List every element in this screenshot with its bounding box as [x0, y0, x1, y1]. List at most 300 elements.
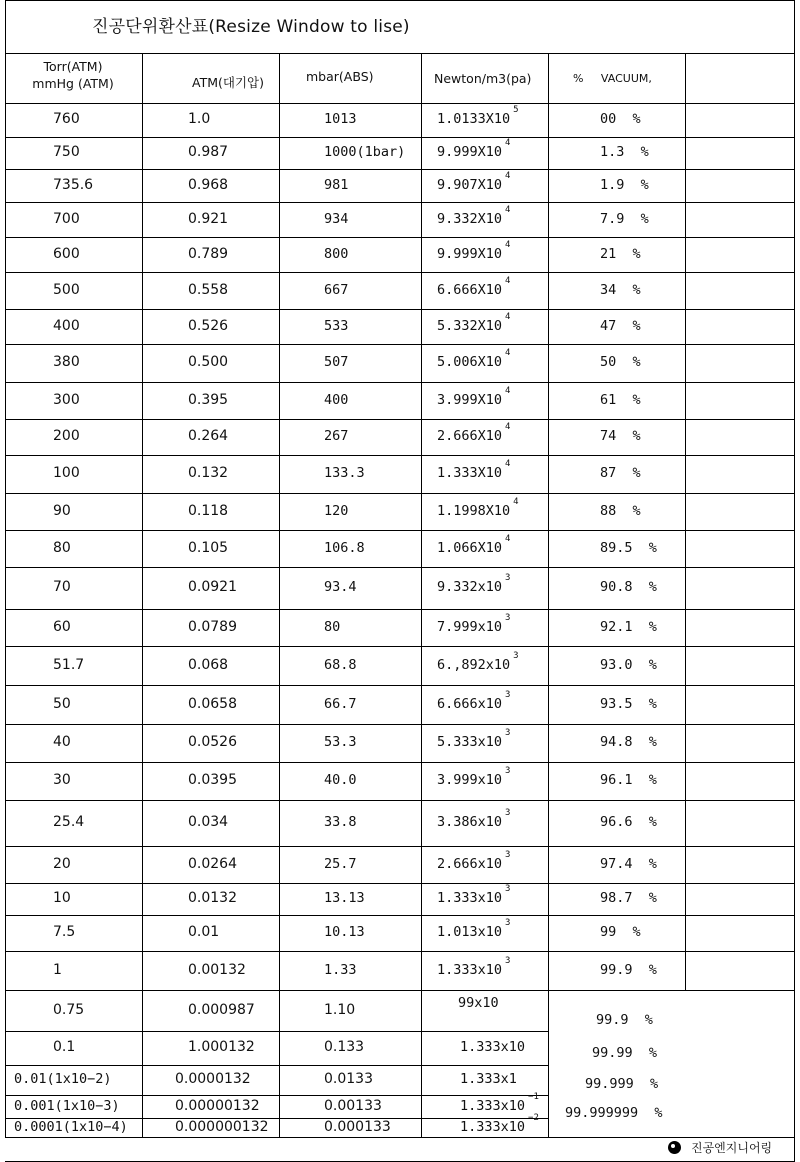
table-row-7-torr: [53, 354, 80, 370]
table-row-9-atm-text: 0.264: [188, 428, 229, 444]
col-line-0: [142, 53, 143, 1137]
table-row-21-vacuum: [600, 890, 657, 906]
table-row-19-newton: [437, 808, 511, 830]
row-line-19: [5, 800, 795, 801]
table-row-15-atm-text: 0.068: [188, 656, 229, 673]
table-row-23-newton: [437, 955, 511, 978]
table-row-17-mbar-text: 53.3: [324, 734, 357, 750]
table-row-20-mbar: [324, 856, 357, 872]
table-row-6-mbar-text: 533: [324, 317, 349, 334]
row-line-14: [5, 609, 795, 610]
table-row-10-vacuum-text: 87 %: [600, 465, 641, 481]
table-row-20-atm-text: 0.0264: [188, 855, 237, 872]
table-row-13-torr-text: 70: [53, 579, 71, 595]
table-row-13-atm-text: 0.0921: [188, 579, 237, 595]
table-row-4-mbar-text: 800: [324, 245, 349, 262]
table-row-22-newton-text: 1.013x10: [437, 924, 503, 940]
lower-row-1-atm-text: 1.000132: [188, 1039, 255, 1055]
table-row-0-torr-text: 760: [53, 111, 80, 127]
table-row-17-torr: [53, 734, 71, 750]
table-row-1-torr: [53, 144, 80, 160]
table-row-13-atm: [188, 579, 237, 595]
table-row-16-atm: [188, 696, 237, 712]
table-row-8-newton: [437, 385, 511, 408]
table-row-18-vacuum: [600, 772, 657, 788]
table-row-6-newton: [437, 311, 511, 334]
lower-row-0-mbar: [324, 1002, 355, 1018]
lower-row-1-newton: [460, 1039, 525, 1055]
table-row-19-mbar-text: 33.8: [324, 814, 357, 830]
table-row-14-atm: [188, 619, 237, 635]
lower-row-4-newton-exponent: −2: [528, 1112, 539, 1123]
frame-left: [5, 0, 6, 1138]
table-row-18-vacuum-text: 96.1 %: [600, 772, 657, 788]
lower-vacuum-2: [585, 1076, 658, 1092]
table-row-7-newton-exponent: 4: [505, 348, 511, 358]
lower-row-1-mbar-text: 0.133: [324, 1039, 365, 1055]
table-row-17-vacuum: [600, 734, 657, 750]
table-row-6-vacuum-text: 47 %: [600, 317, 641, 334]
table-row-21-atm: [188, 890, 237, 906]
col-line-1: [279, 53, 280, 1137]
table-row-12-mbar-text: 106.8: [324, 539, 365, 556]
table-row-7-newton-text: 5.006X10: [437, 354, 503, 370]
table-row-23-torr: [53, 962, 62, 978]
table-row-12-vacuum-text: 89.5 %: [600, 539, 657, 556]
table-row-22-mbar-text: 10.13: [324, 924, 365, 940]
table-row-12-atm-text: 0.105: [188, 539, 229, 556]
table-row-10-newton-text: 1.333X10: [437, 465, 503, 481]
table-row-9-newton-text: 2.666X10: [437, 428, 503, 444]
table-row-17-atm-text: 0.0526: [188, 734, 237, 750]
lower-row-1-torr: [53, 1039, 75, 1055]
table-row-15-newton: [437, 650, 519, 673]
table-row-3-newton-text: 9.332X10: [437, 210, 503, 227]
lower-row-2-newton: [460, 1071, 517, 1087]
row-line-7: [5, 344, 795, 345]
table-row-10-mbar: [324, 465, 365, 481]
lower-row-0-newton: [458, 995, 499, 1011]
table-row-15-vacuum-text: 93.0 %: [600, 656, 657, 673]
row-line-16: [5, 685, 795, 686]
table-row-0-newton-text: 1.0133X10: [437, 111, 511, 127]
header-vacuum: % VACUUM,: [573, 72, 652, 85]
table-row-16-mbar: [324, 696, 357, 712]
footer-brand: [668, 1139, 772, 1156]
table-row-21-vacuum-text: 98.7 %: [600, 890, 657, 906]
table-row-3-vacuum-text: 7.9 %: [600, 210, 649, 227]
lower-vacuum-3-text: 99.999999 %: [565, 1105, 663, 1121]
row-line-24: [5, 990, 795, 991]
table-row-18-torr: [53, 772, 71, 788]
table-row-10-newton-exponent: 4: [505, 459, 511, 469]
lower-vacuum-3: [565, 1105, 663, 1121]
table-row-17-atm: [188, 734, 237, 750]
table-row-11-mbar-text: 120: [324, 502, 349, 519]
table-row-2-newton-exponent: 4: [505, 170, 511, 181]
row-line-22: [5, 915, 795, 916]
table-row-10-atm: [188, 465, 228, 481]
table-row-5-newton: [437, 275, 511, 298]
table-row-0-newton: [437, 105, 519, 127]
lower-vacuum-1-text: 99.99 %: [592, 1045, 658, 1061]
table-row-19-vacuum-text: 96.6 %: [600, 814, 657, 830]
table-row-7-vacuum-text: 50 %: [600, 354, 641, 370]
lower-row-3-torr: [14, 1098, 120, 1114]
table-row-5-vacuum-text: 34 %: [600, 281, 641, 298]
table-row-3-newton-exponent: 4: [505, 204, 511, 215]
table-row-6-atm: [188, 318, 228, 334]
table-row-14-newton: [437, 612, 511, 635]
table-row-19-newton-text: 3.386x10: [437, 814, 503, 830]
table-row-22-atm: [188, 924, 219, 940]
table-row-5-atm-text: 0.558: [188, 281, 229, 298]
table-row-15-atm: [188, 657, 228, 673]
table-row-7-newton: [437, 348, 511, 370]
table-row-8-atm-text: 0.395: [188, 391, 229, 408]
table-row-4-newton-exponent: 4: [505, 239, 511, 250]
table-row-1-newton: [437, 138, 511, 160]
table-row-6-torr-text: 400: [53, 317, 80, 334]
frame-right: [794, 0, 795, 1162]
table-row-13-vacuum: [600, 579, 657, 595]
table-row-18-newton-exponent: 3: [505, 766, 511, 776]
table-row-10-newton: [437, 459, 511, 481]
table-row-13-newton-exponent: 3: [505, 573, 511, 583]
table-row-2-newton-text: 9.907X10: [437, 176, 503, 193]
table-row-1-newton-text: 9.999X10: [437, 144, 503, 160]
table-row-4-vacuum: [600, 246, 641, 262]
table-row-18-newton-text: 3.999x10: [437, 772, 503, 788]
table-row-12-mbar: [324, 540, 365, 556]
frame-top: [5, 0, 795, 1]
table-row-16-atm-text: 0.0658: [188, 695, 237, 712]
table-row-14-vacuum: [600, 619, 657, 635]
lower-row-2-mbar-text: 0.0133: [324, 1071, 373, 1087]
table-row-23-mbar: [324, 962, 357, 978]
table-row-8-mbar: [324, 392, 348, 408]
table-row-7-mbar-text: 507: [324, 354, 349, 370]
table-row-14-mbar: [324, 619, 340, 635]
table-row-5-torr: [53, 282, 80, 298]
table-row-17-newton-text: 5.333x10: [437, 734, 503, 750]
table-row-5-torr-text: 500: [53, 281, 80, 298]
table-row-2-mbar: [324, 177, 348, 193]
table-row-9-torr-text: 200: [53, 428, 80, 444]
table-row-4-newton: [437, 239, 511, 262]
row-line-18: [5, 762, 795, 763]
table-row-17-mbar: [324, 734, 357, 750]
table-row-11-atm: [188, 503, 228, 519]
table-row-13-newton-text: 9.332x10: [437, 579, 503, 595]
table-row-22-vacuum-text: 99 %: [600, 924, 641, 940]
table-row-21-newton-text: 1.333x10: [437, 890, 503, 906]
row-line-20: [5, 846, 795, 847]
table-row-8-newton-exponent: 4: [505, 385, 511, 396]
table-row-11-atm-text: 0.118: [188, 502, 229, 519]
table-row-7-atm: [188, 354, 228, 370]
table-row-9-vacuum-text: 74 %: [600, 428, 641, 444]
footer-brand-text: 진공엔지니어링: [691, 1141, 773, 1155]
header-atm: ATM(대기압): [192, 75, 264, 90]
row-line-0: [5, 103, 795, 104]
table-row-7-mbar: [324, 354, 348, 370]
table-row-23-newton-text: 1.333x10: [437, 961, 503, 978]
table-row-4-vacuum-text: 21 %: [600, 245, 641, 262]
table-row-6-newton-exponent: 4: [505, 311, 511, 322]
lower-row-2-atm-text: 0.0000132: [175, 1071, 251, 1087]
lower-row-0-torr-text: 0.75: [53, 1001, 85, 1018]
table-row-3-newton: [437, 204, 511, 227]
table-row-20-newton-exponent: 3: [505, 849, 511, 860]
table-row-5-atm: [188, 282, 228, 298]
table-row-5-mbar-text: 667: [324, 281, 349, 298]
table-row-0-atm: [188, 111, 210, 127]
table-row-18-atm-text: 0.0395: [188, 772, 237, 788]
table-row-1-newton-exponent: 4: [505, 138, 511, 148]
table-row-8-mbar-text: 400: [324, 391, 349, 408]
row-line-11: [5, 493, 795, 494]
table-row-21-newton: [437, 884, 511, 906]
table-row-23-mbar-text: 1.33: [324, 961, 357, 978]
table-row-4-atm-text: 0.789: [188, 245, 229, 262]
lower-row-4-mbar-text: 0.000133: [324, 1118, 391, 1135]
table-row-4-atm: [188, 246, 228, 262]
row-line-15: [5, 646, 795, 647]
table-row-14-torr: [53, 619, 71, 635]
table-row-6-torr: [53, 318, 80, 334]
lower-row-2-torr-text: 0.01(1x10−2): [14, 1071, 112, 1087]
table-row-20-newton-text: 2.666x10: [437, 855, 503, 872]
lower-row-0-atm-text: 0.000987: [188, 1001, 255, 1018]
table-row-20-vacuum-text: 97.4 %: [600, 855, 657, 872]
table-row-19-torr: [53, 814, 84, 830]
table-row-10-torr: [53, 465, 80, 481]
table-row-0-vacuum-text: 00 %: [600, 111, 641, 127]
lower-row-1-newton-text: 1.333x10: [460, 1039, 526, 1055]
table-row-15-torr-text: 51.7: [53, 656, 85, 673]
table-row-17-newton-exponent: 3: [505, 728, 511, 738]
lower-row-0-newton-text: 99x10: [458, 994, 499, 1011]
table-row-5-newton-text: 6.666X10: [437, 281, 503, 298]
lower-row-3-newton-text: 1.333x10: [460, 1097, 526, 1114]
table-row-3-torr: [53, 211, 80, 227]
lower-vacuum-2-text: 99.999 %: [585, 1076, 659, 1092]
row-line-6: [5, 309, 795, 310]
row-line-13: [5, 567, 795, 568]
table-row-13-vacuum-text: 90.8 %: [600, 579, 657, 595]
lower-row-2-torr: [14, 1071, 112, 1087]
lower-row-line-1: [5, 1065, 548, 1066]
table-row-15-newton-exponent: 3: [513, 650, 519, 661]
lower-row-0-mbar-text: 1.10: [324, 1001, 356, 1018]
table-row-19-newton-exponent: 3: [505, 808, 511, 818]
table-row-8-vacuum-text: 61 %: [600, 391, 641, 408]
table-row-3-torr-text: 700: [53, 210, 80, 227]
table-row-23-torr-text: 1: [53, 961, 62, 978]
table-row-19-atm-text: 0.034: [188, 814, 229, 830]
table-row-12-torr: [53, 540, 71, 556]
table-row-15-newton-text: 6.,892x10: [437, 656, 511, 673]
table-row-11-mbar: [324, 503, 348, 519]
table-row-16-newton-exponent: 3: [505, 689, 511, 700]
table-row-6-vacuum: [600, 318, 641, 334]
table-row-16-newton: [437, 689, 511, 712]
lower-vacuum-0-text: 99.9 %: [596, 1012, 653, 1028]
lower-row-4-atm: [175, 1119, 269, 1135]
table-row-20-torr: [53, 856, 71, 872]
table-row-22-newton-exponent: 3: [505, 918, 511, 928]
table-row-8-torr-text: 300: [53, 391, 80, 408]
lower-row-2-atm: [175, 1071, 251, 1087]
lower-row-1-mbar: [324, 1039, 364, 1055]
table-row-21-newton-exponent: 3: [505, 884, 511, 894]
table-row-0-torr: [53, 111, 80, 127]
table-row-8-vacuum: [600, 392, 641, 408]
table-row-23-atm: [188, 962, 246, 978]
lower-row-0-torr: [53, 1002, 84, 1018]
col-line-2: [421, 53, 422, 1137]
lower-row-line-0: [5, 1031, 548, 1032]
lower-row-0-atm: [188, 1002, 255, 1018]
table-row-9-mbar-text: 267: [324, 428, 349, 444]
table-row-16-vacuum-text: 93.5 %: [600, 695, 657, 712]
row-line-3: [5, 202, 795, 203]
table-row-23-vacuum: [600, 962, 657, 978]
table-row-9-torr: [53, 428, 80, 444]
table-row-15-torr: [53, 657, 84, 673]
table-row-1-mbar: [324, 144, 405, 160]
table-row-21-torr-text: 10: [53, 890, 71, 906]
lower-row-line-2: [5, 1095, 548, 1096]
table-row-18-atm: [188, 772, 237, 788]
header-mbar: mbar(ABS): [306, 69, 374, 84]
table-row-8-newton-text: 3.999X10: [437, 391, 503, 408]
table-row-14-atm-text: 0.0789: [188, 618, 237, 635]
table-row-2-torr-text: 735.6: [53, 176, 94, 193]
table-row-8-atm: [188, 392, 228, 408]
table-row-13-mbar-text: 93.4: [324, 579, 357, 595]
table-row-15-mbar: [324, 657, 357, 673]
table-row-23-vacuum-text: 99.9 %: [600, 961, 657, 978]
table-row-7-atm-text: 0.500: [188, 354, 229, 370]
table-row-17-torr-text: 40: [53, 734, 71, 750]
brand-logo-icon: [668, 1141, 681, 1154]
row-line-17: [5, 724, 795, 725]
lower-row-3-torr-text: 0.001(1x10−3): [14, 1097, 120, 1114]
lower-row-3-newton-exponent: −1: [528, 1091, 539, 1102]
lower-vacuum-0: [596, 1012, 653, 1028]
page-title: 진공단위환산표(Resize Window to lise): [92, 17, 410, 37]
table-row-15-mbar-text: 68.8: [324, 656, 357, 673]
table-row-16-vacuum: [600, 696, 657, 712]
table-row-18-mbar-text: 40.0: [324, 772, 357, 788]
table-row-2-torr: [53, 177, 93, 193]
lower-row-3-mbar: [324, 1098, 382, 1114]
table-row-13-newton: [437, 573, 511, 595]
table-row-10-atm-text: 0.132: [188, 465, 229, 481]
table-row-16-torr-text: 50: [53, 695, 71, 712]
table-row-11-newton: [437, 496, 519, 519]
table-row-5-vacuum: [600, 282, 641, 298]
row-line-21: [5, 883, 795, 884]
lower-vacuum-1: [592, 1045, 657, 1061]
table-row-6-newton-text: 5.332X10: [437, 317, 503, 334]
table-row-18-mbar: [324, 772, 357, 788]
lower-row-3-atm-text: 0.00000132: [175, 1097, 260, 1114]
table-row-14-newton-text: 7.999x10: [437, 618, 503, 635]
table-row-3-atm-text: 0.921: [188, 210, 229, 227]
table-row-1-atm: [188, 144, 228, 160]
table-row-4-torr: [53, 246, 80, 262]
lower-row-2-newton-text: 1.333x1: [460, 1071, 517, 1087]
table-row-2-atm: [188, 177, 228, 193]
table-row-2-newton: [437, 170, 511, 193]
table-row-4-torr-text: 600: [53, 245, 80, 262]
table-row-5-newton-exponent: 4: [505, 275, 511, 286]
table-row-17-vacuum-text: 94.8 %: [600, 734, 657, 750]
row-line-10: [5, 455, 795, 456]
table-row-19-atm: [188, 814, 228, 830]
table-row-1-mbar-text: 1000(1bar): [324, 144, 406, 160]
table-row-19-mbar: [324, 814, 357, 830]
table-row-19-torr-text: 25.4: [53, 814, 85, 830]
table-row-10-torr-text: 100: [53, 465, 80, 481]
table-row-22-atm-text: 0.01: [188, 924, 220, 940]
row-line-23: [5, 951, 795, 952]
row-line-5: [5, 272, 795, 273]
table-row-9-newton: [437, 422, 511, 444]
table-row-14-newton-exponent: 3: [505, 612, 511, 623]
lower-row-1-torr-text: 0.1: [53, 1039, 76, 1055]
table-row-17-newton: [437, 728, 511, 750]
table-row-9-mbar: [324, 428, 348, 444]
title-divider: [5, 53, 795, 54]
table-row-11-newton-text: 1.1998X10: [437, 502, 511, 519]
row-line-8: [5, 382, 795, 383]
lower-row-3-atm: [175, 1098, 260, 1114]
table-row-2-atm-text: 0.968: [188, 176, 229, 193]
table-row-0-newton-exponent: 5: [513, 105, 519, 115]
table-row-7-torr-text: 380: [53, 354, 80, 370]
table-row-12-atm: [188, 540, 228, 556]
table-row-12-newton-exponent: 4: [505, 533, 511, 544]
lower-row-4-atm-text: 0.000000132: [175, 1118, 269, 1135]
table-row-3-atm: [188, 211, 228, 227]
table-row-16-mbar-text: 66.7: [324, 695, 357, 712]
header-torr-line2: mmHg (ATM): [32, 76, 114, 91]
table-row-11-vacuum-text: 88 %: [600, 502, 641, 519]
table-row-23-newton-exponent: 3: [505, 955, 511, 966]
table-row-11-newton-exponent: 4: [513, 496, 519, 507]
table-row-21-mbar: [324, 890, 365, 906]
table-row-10-vacuum: [600, 465, 641, 481]
table-row-16-newton-text: 6.666x10: [437, 695, 503, 712]
table-row-9-newton-exponent: 4: [505, 422, 511, 432]
table-row-22-torr-text: 7.5: [53, 924, 76, 940]
table-row-22-vacuum: [600, 924, 641, 940]
table-row-12-newton: [437, 533, 511, 556]
table-row-2-vacuum-text: 1.9 %: [600, 176, 649, 193]
table-row-13-mbar: [324, 579, 357, 595]
table-row-0-vacuum: [600, 111, 641, 127]
table-row-0-mbar-text: 1013: [324, 111, 357, 127]
table-row-8-torr: [53, 392, 80, 408]
table-row-12-vacuum: [600, 540, 657, 556]
table-row-9-atm: [188, 428, 228, 444]
lower-row-3-newton: [460, 1091, 539, 1114]
footer-divider: [5, 1137, 795, 1138]
